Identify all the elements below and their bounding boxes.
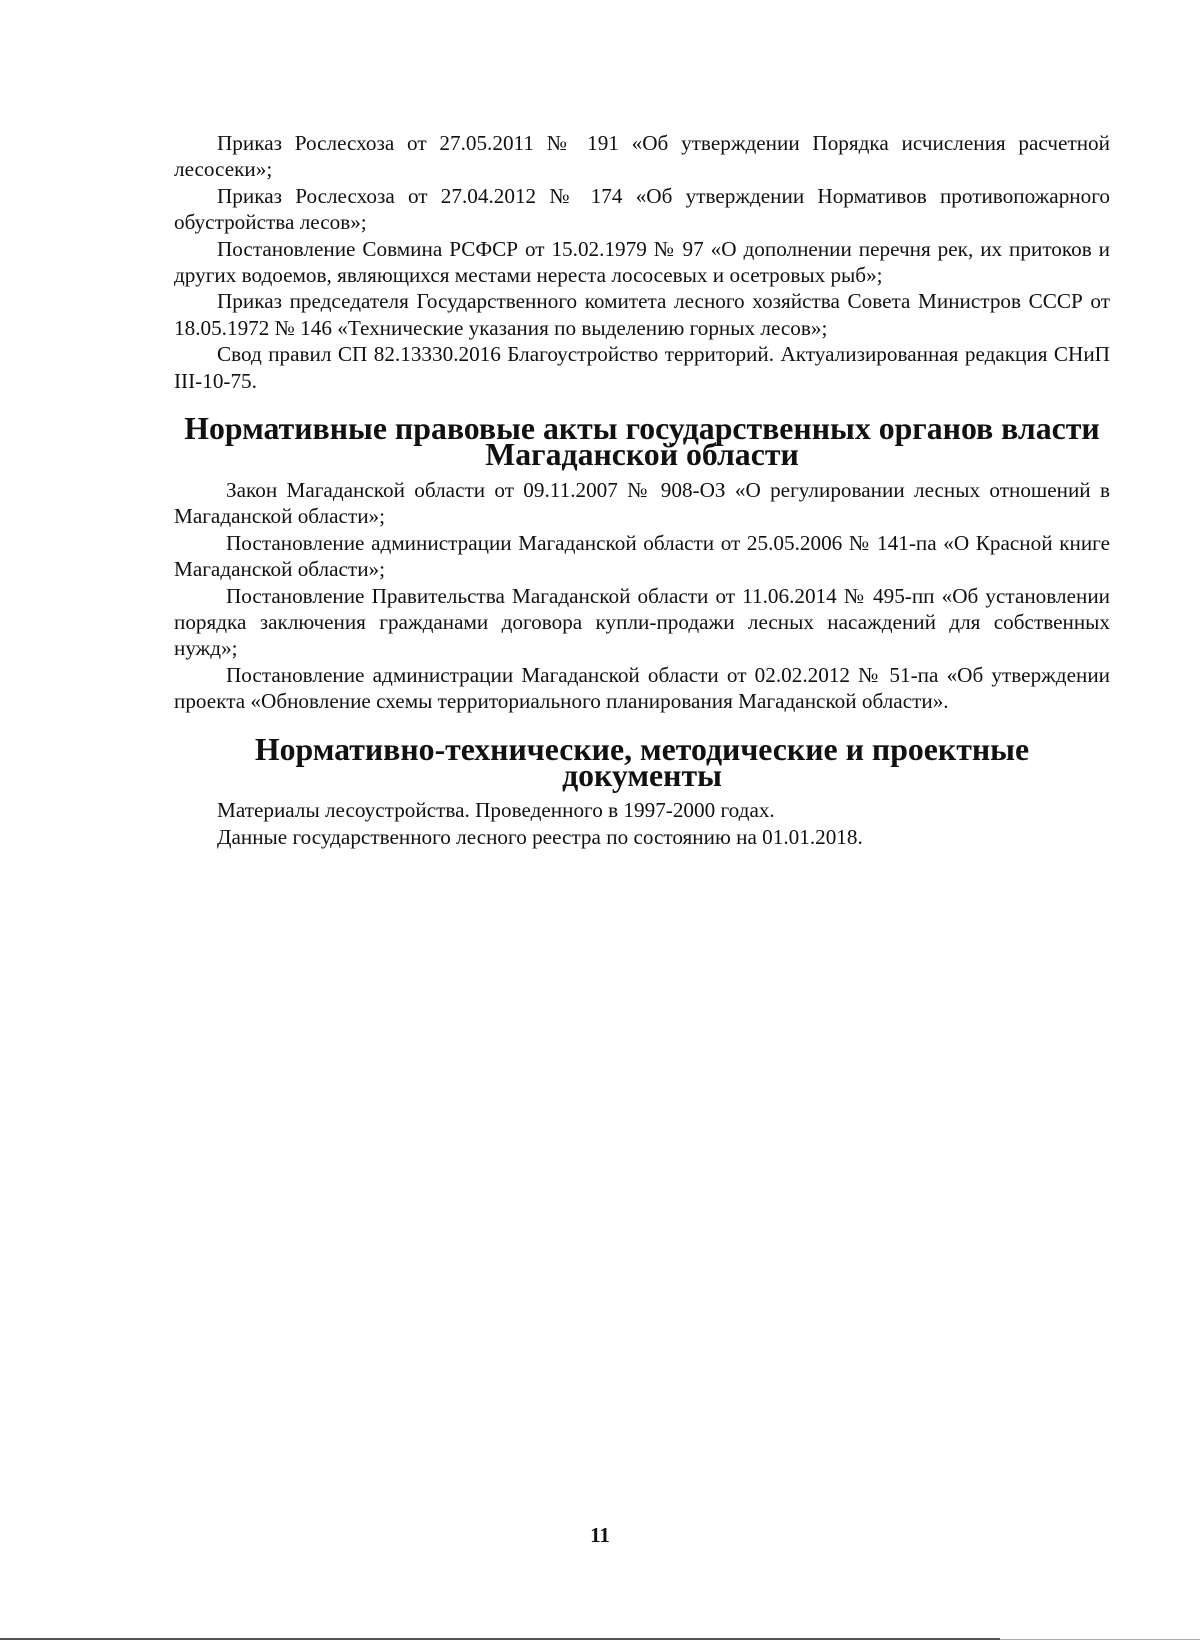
federal-acts-section xyxy=(174,130,1110,394)
paragraph: Свод правил СП 82.13330.2016 Благоустройство территорий. Актуализированная редакция СНиП III-10-75. xyxy=(174,342,1110,393)
paragraph: Приказ председателя Государственного комитета лесного хозяйства Совета Министров СССР от 18.05.1972 № 146 «Технические указания по выделению горных лесов»; xyxy=(174,289,1110,340)
paragraph: Приказ Рослесхоза от 27.04.2012 № 174 «Об утверждении Нормативов противопожарного обустройства лесов»; xyxy=(174,183,1110,235)
section-heading: Нормативные правовые акты государственных органов власти Магаданской области xyxy=(184,411,1100,473)
scan-edge-line-faint xyxy=(1000,1639,1200,1640)
paragraph: Приказ Рослесхоза от 27.05.2011 № 191 «Об утверждении Порядка исчисления расчетной лесосеки»; xyxy=(174,131,1110,182)
paragraph: Постановление Правительства Магаданской области от 11.06.2014 № 495-пп «Об установлении порядка заключения гражданами договора купли-продажи лесных насаждений для собственных нужд»; xyxy=(174,583,1110,661)
paragraph: Данные государственного лесного реестра по состоянию на 01.01.2018. xyxy=(217,824,863,849)
regional-acts-section xyxy=(174,411,1110,714)
technical-documents-section xyxy=(174,731,1110,851)
paragraph: Постановление администрации Магаданской области от 02.02.2012 № 51-па «Об утверждении проекта «Обновление схемы территориального планирования Магаданской области». xyxy=(174,662,1110,714)
paragraph: Постановление администрации Магаданской области от 25.05.2006 № 141-па «О Красной книге Магаданской области»; xyxy=(174,530,1110,582)
paragraph: Постановление Совмина РСФСР от 15.02.1979 № 97 «О дополнении перечня рек, их притоков и других водоемов, являющихся местами нереста лососевых и осетровых рыб»; xyxy=(174,236,1110,288)
paragraph: Закон Магаданской области от 09.11.2007 № 908-ОЗ «О регулировании лесных отношений в Магаданской области»; xyxy=(174,477,1110,529)
section-heading: Нормативно-технические, методические и проектные документы xyxy=(254,731,1030,793)
paragraph: Материалы лесоустройства. Проведенного в 1997-2000 годах. xyxy=(217,798,775,823)
document-body xyxy=(174,130,1110,850)
scan-edge-line xyxy=(0,1638,1000,1640)
page-number: 11 xyxy=(590,1523,610,1547)
